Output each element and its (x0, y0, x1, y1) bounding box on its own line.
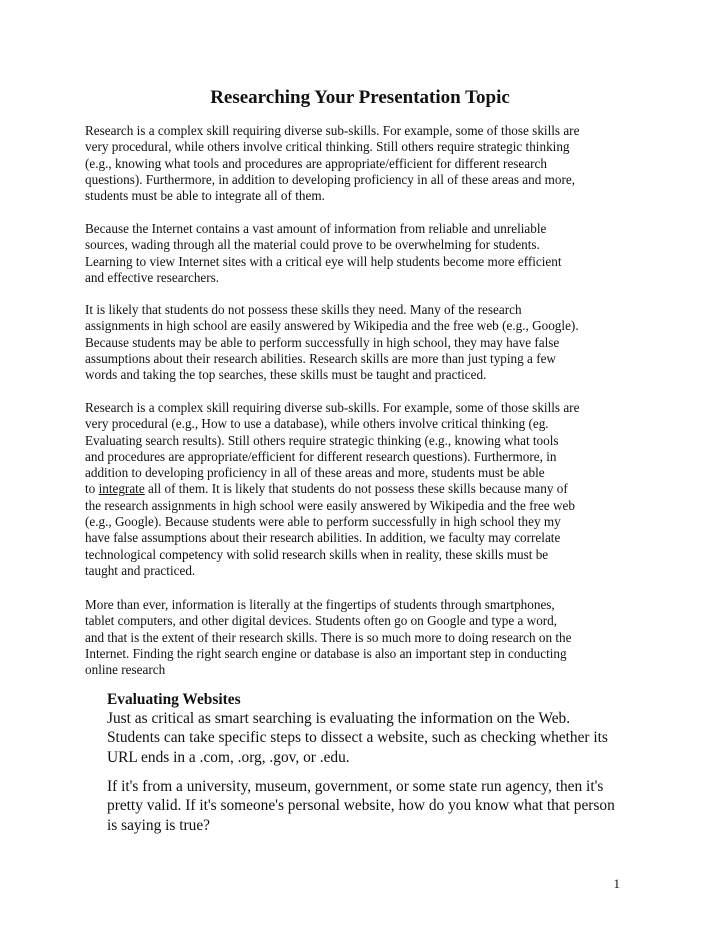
text-line: Just as critical as smart searching is evaluating the information on the Web. (107, 710, 571, 727)
text-line-with-link (85, 481, 625, 497)
paragraph-internet-info (85, 221, 625, 286)
text-line: pretty valid. If it's someone's personal website, how do you know what that person (107, 797, 615, 815)
text-line: online research (85, 662, 166, 678)
text-line: Research is a complex skill requiring diverse sub-skills. For example, some of those skills are (85, 123, 580, 138)
text-line: Internet. Finding the right search engine or database is also an important step in conducting (85, 645, 567, 661)
text-line: Students can take specific steps to dissect a website, such as checking whether its (107, 729, 608, 747)
paragraph-research-skills (85, 123, 625, 204)
text-line: (e.g., knowing what tools and procedures are appropriate/efficient for different research (85, 155, 547, 171)
text-line: and procedures are appropriate/efficient for different research questions). Furthermore, in (85, 448, 557, 464)
text-line: (e.g., Google). Because students were able to perform successfully in high school they my (85, 514, 561, 530)
text-line: assumptions about their research abilities. Research skills are more than just typing a few (85, 350, 556, 366)
document-title: Researching Your Presentation Topic (210, 87, 510, 108)
text-line: taught and practiced. (85, 562, 196, 578)
text-line: Research is a complex skill requiring diverse sub-skills. For example, some of those skills are (85, 400, 580, 415)
text-line: words and taking the top searches, these skills must be taught and practiced. (85, 367, 487, 383)
paragraph-complex-skill (85, 400, 625, 579)
text-fragment: all of them. It is likely that students do not possess these skills because many of (144, 481, 568, 497)
text-line: URL ends in a .com, .org, .gov, or .edu. (107, 748, 350, 766)
paragraph-student-skills (85, 302, 625, 383)
text-line: students must be able to integrate all of them. (85, 188, 325, 204)
text-line: very procedural (e.g., How to use a database), while others involve critical thinking (eg. (85, 416, 549, 432)
text-line: If it's from a university, museum, government, or some state run agency, then it's (107, 778, 604, 795)
text-line: tablet computers, and other digital devices. Students often go on Google and type a word, (85, 613, 558, 629)
page-number: 1 (613, 876, 620, 891)
paragraph-fingertips (85, 597, 625, 678)
integrate-link[interactable]: integrate (98, 481, 145, 497)
text-line: questions). Furthermore, in addition to developing proficiency in all of these areas and more, (85, 171, 575, 187)
text-line: technological competency with solid research skills when in reality, these skills must be (85, 546, 549, 562)
text-line: assignments in high school are easily answered by Wikipedia and the free web (e.g., Google). (85, 318, 579, 334)
text-line: Because the Internet contains a vast amount of information from reliable and unreliable (85, 221, 547, 236)
text-line: have false assumptions about their research abilities. In addition, we faculty may correlate (85, 530, 561, 546)
text-line: Evaluating search results). Still others require strategic thinking (e.g., knowing what tools (85, 432, 559, 448)
section-paragraph-validity (107, 777, 627, 835)
text-line: Because students may be able to perform successfully in high school, they may have false (85, 334, 560, 350)
text-line: Learning to view Internet sites with a critical eye will help students become more efficient (85, 253, 562, 269)
text-line: and effective researchers. (85, 269, 220, 285)
text-line: More than ever, information is literally at the fingertips of students through smartphones, (85, 597, 555, 612)
text-line: It is likely that students do not possess these skills they need. Many of the research (85, 302, 522, 317)
text-line: addition to developing proficiency in all of these areas and more, students must be able (85, 465, 545, 481)
text-line: sources, wading through all the material could prove to be overwhelming for students. (85, 237, 540, 253)
text-line: the research assignments in high school were easily answered by Wikipedia and the free web (85, 497, 575, 513)
section-paragraph-critical (107, 709, 627, 767)
section-heading-evaluating-websites: Evaluating Websites (107, 691, 241, 708)
text-fragment: to (85, 481, 99, 497)
text-line: very procedural, while others involve critical thinking. Still others require strategic thinking (85, 139, 570, 155)
text-line: and that is the extent of their research skills. There is so much more to doing research on the (85, 629, 572, 645)
text-line: is saying is true? (107, 816, 211, 834)
